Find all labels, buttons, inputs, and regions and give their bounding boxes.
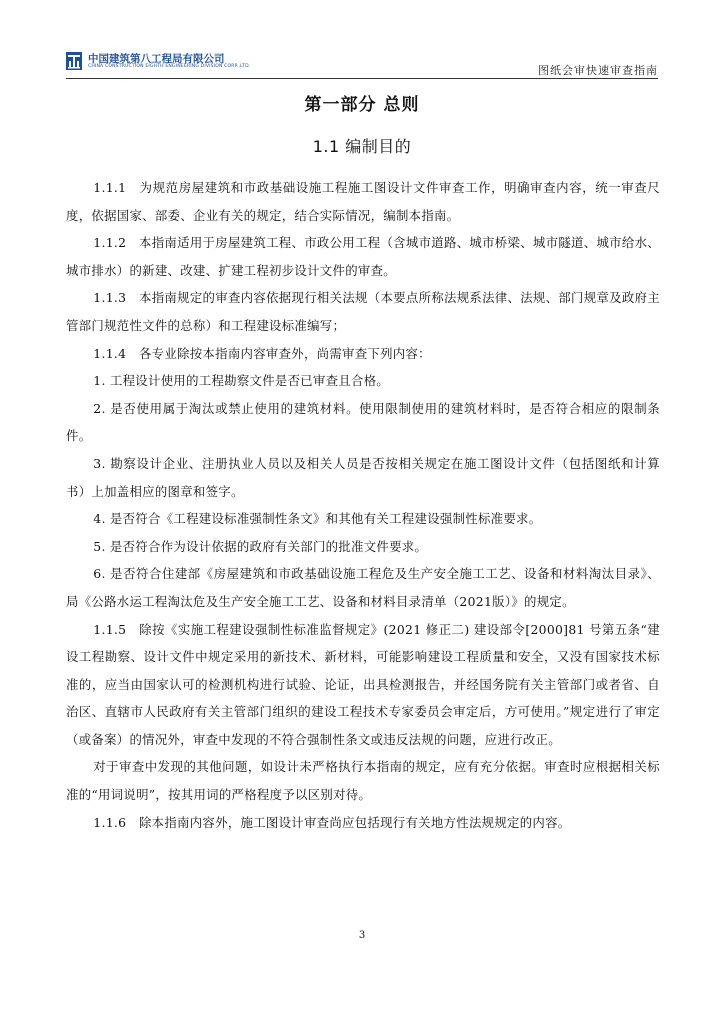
page-header [66, 50, 658, 76]
paragraph: 1.1.6 除本指南内容外，施工图设计审查尚应包括现行有关地方性法规规定的内容。 [93, 814, 571, 830]
paragraph: 对于审查中发现的其他问题，如设计未严格执行本指南的规定，应有充分依据。审查时应根据相关标准的“用词说明”，按其用词的严格程度予以区别对待。 [66, 759, 660, 803]
paragraph: 4. 是否符合《工程建设标准强制性条文》和其他有关工程建设强制性标准要求。 [93, 511, 542, 527]
paragraph: 1.1.3 本指南规定的审查内容依据现行相关法规（本要点所称法规系法律、法规、部门规章及政府主管部门规范性文件的总称）和工程建设标准编写； [66, 290, 660, 333]
paragraph: 1.1.1 为规范房屋建筑和市政基础设施工程施工图设计文件审查工作，明确审查内容，统一审查尺度，依据国家、部委、企业有关的规定，结合实际情况，编制本指南。 [66, 180, 660, 223]
body-text [66, 174, 660, 836]
company-logo-icon [66, 52, 82, 70]
paragraph: 1.1.2 本指南适用于房屋建筑工程、市政公用工程（含城市道路、城市桥梁、城市隧道、城市给水、城市排水）的新建、改建、扩建工程初步设计文件的审查。 [66, 235, 660, 278]
paragraph: 6. 是否符合住建部《房屋建筑和市政基础设施工程危及生产安全施工工艺、设备和材料淘汰目录》、局《公路水运工程淘汰危及生产安全施工工艺、设备和材料目录清单（2021版）》的规定。 [66, 566, 660, 609]
paragraph: 3. 勘察设计企业、注册执业人员以及相关人员是否按相关规定在施工图设计文件（包括图纸和计算书）上加盖相应的图章和签字。 [66, 455, 660, 499]
header-divider [66, 78, 658, 79]
company-name-en: CHINA CONSTRUCTION EIGHTH ENGINEERING DIVISION CORP.,LTD. [88, 64, 251, 69]
paragraph: 2. 是否使用属于淘汰或禁止使用的建筑材料。使用限制使用的建筑材料时，是否符合相应的限制条件。 [66, 400, 660, 444]
document-title: 图纸会审快速审查指南 [538, 64, 658, 77]
company-name-cn: 中国建筑第八工程局有限公司 [88, 53, 225, 65]
paragraph: 1. 工程设计使用的工程勘察文件是否已审查且合格。 [93, 373, 390, 389]
page-number: 3 [358, 930, 366, 941]
section-title: 1.1 编制目的 [312, 137, 412, 156]
paragraph: 1.1.5 除按《实施工程建设强制性标准监督规定》(2021 修正二) 建设部令[2000]81 号第五条“建设工程勘察、设计文件中规定采用的新技术、新材料，可能影响建设工程质量和安全，又没有国家技术标准的，应当由国家认可的检测机构进行试验、论证，出具检测报告，并经国务院有关主管部门或者省、自治区、直辖市人民政府有关主管部门组织的建设工程技术专家委员会审定后，方可使用。”规定进行了审定（或备案）的情况外，审查中发现的不符合强制性条文或违反法规的问题，应进行改正。 [66, 621, 660, 747]
part-title: 第一部分 总则 [304, 95, 420, 115]
paragraph: 1.1.4 各专业除按本指南内容审查外，尚需审查下列内容： [93, 345, 431, 361]
paragraph: 5. 是否符合作为设计依据的政府有关部门的批准文件要求。 [93, 538, 428, 554]
